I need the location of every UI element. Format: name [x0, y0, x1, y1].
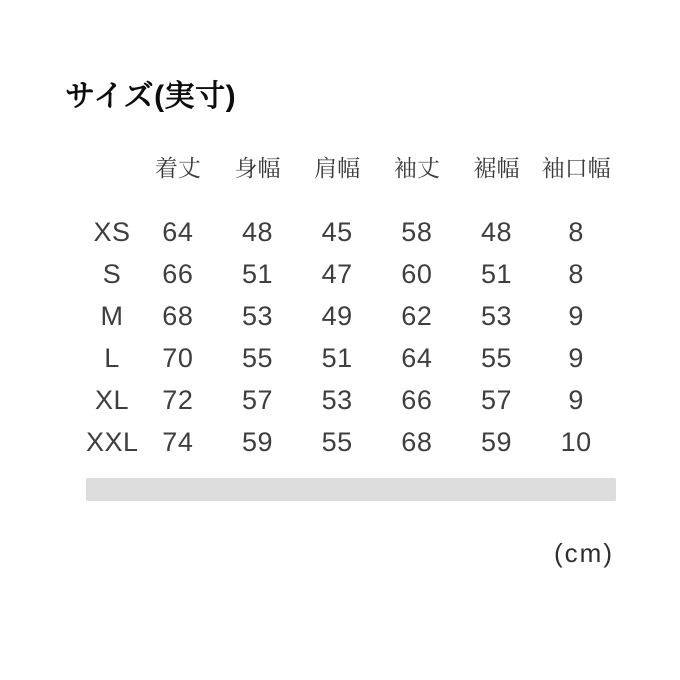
- table-cell: 74: [162, 427, 194, 457]
- col-header-hem: 裾幅: [473, 155, 520, 181]
- table-row-xl: [86, 379, 616, 421]
- table-cell: 51: [321, 343, 353, 373]
- table-cell: 57: [241, 385, 274, 415]
- table-cell: 9: [568, 301, 584, 331]
- table-cell: 68: [401, 427, 433, 457]
- table-cell: 64: [401, 343, 433, 373]
- table-cell: 59: [241, 427, 274, 457]
- table-cell: 9: [568, 343, 584, 373]
- table-cell: 8: [568, 259, 584, 289]
- table-row-xxl: [86, 421, 616, 463]
- horizontal-scrollbar-track[interactable]: [86, 478, 616, 501]
- table-cell: 48: [241, 217, 274, 247]
- table-row-xs: [86, 211, 616, 253]
- table-header-row: [86, 146, 616, 190]
- table-cell: 8: [568, 217, 584, 247]
- size-label: M: [100, 301, 124, 331]
- unit-label: (cm): [554, 538, 614, 568]
- table-cell: 66: [162, 259, 194, 289]
- table-cell: 66: [401, 385, 433, 415]
- table-cell: 49: [321, 301, 353, 331]
- table-cell: 60: [401, 259, 433, 289]
- col-header-width: 身幅: [234, 155, 281, 181]
- corner-cell: [86, 146, 138, 190]
- size-label: XXL: [86, 427, 139, 457]
- size-label: L: [104, 343, 120, 373]
- table-cell: 10: [560, 427, 592, 457]
- table-cell: 55: [480, 343, 513, 373]
- size-table: [86, 146, 616, 463]
- table-cell: 70: [162, 343, 194, 373]
- table-cell: 47: [321, 259, 353, 289]
- table-cell: 9: [568, 385, 584, 415]
- size-label: XS: [93, 217, 131, 247]
- table-row-l: [86, 337, 616, 379]
- table-cell: 62: [401, 301, 433, 331]
- table-cell: 72: [162, 385, 194, 415]
- table-cell: 55: [241, 343, 274, 373]
- table-cell: 53: [480, 301, 513, 331]
- table-row-s: [86, 253, 616, 295]
- table-cell: 51: [241, 259, 274, 289]
- col-header-cuff: 袖口幅: [541, 155, 611, 181]
- size-label: S: [102, 259, 122, 289]
- table-cell: 58: [401, 217, 433, 247]
- col-header-length: 着丈: [154, 155, 201, 181]
- table-cell: 45: [321, 217, 353, 247]
- col-header-shoulder: 肩幅: [314, 155, 361, 181]
- table-cell: 53: [321, 385, 353, 415]
- page-title: サイズ(実寸): [65, 80, 237, 113]
- table-cell: 48: [480, 217, 513, 247]
- table-cell: 64: [162, 217, 194, 247]
- table-cell: 59: [480, 427, 513, 457]
- table-cell: 57: [480, 385, 513, 415]
- table-row-m: [86, 295, 616, 337]
- table-cell: 55: [321, 427, 353, 457]
- col-header-sleeve: 袖丈: [393, 155, 440, 181]
- size-label: XL: [94, 385, 130, 415]
- table-cell: 53: [241, 301, 274, 331]
- table-cell: 68: [162, 301, 194, 331]
- table-cell: 51: [480, 259, 513, 289]
